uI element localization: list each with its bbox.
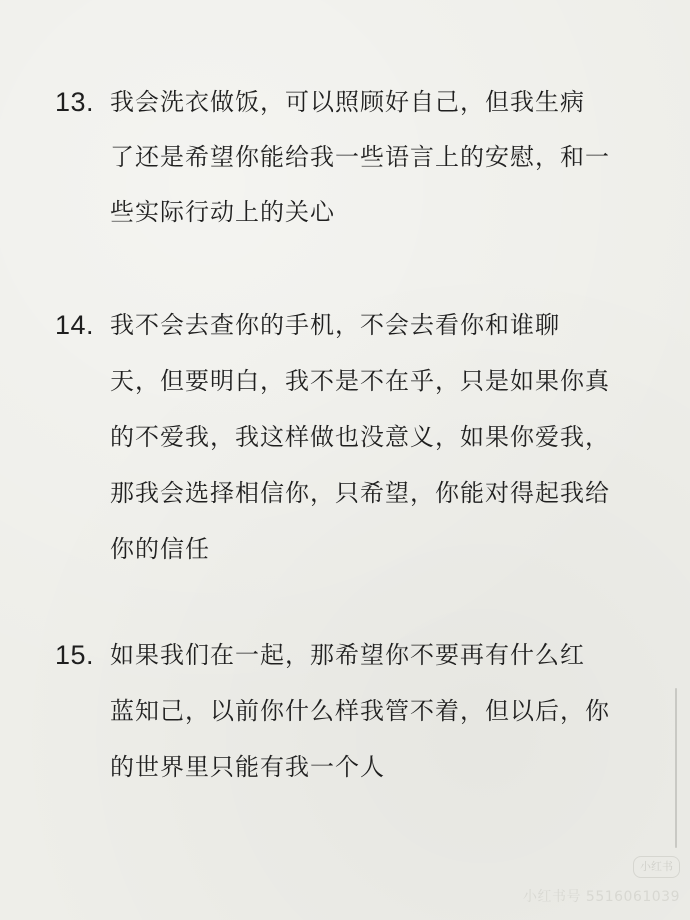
- watermark-logo: 小红书: [633, 856, 680, 878]
- item-text-line: 如果我们在一起，那希望你不要再有什么红: [110, 641, 585, 669]
- scrollbar[interactable]: [675, 688, 677, 848]
- item-number: 13.: [55, 87, 95, 117]
- item-number: 15.: [55, 640, 95, 670]
- watermark: [523, 855, 680, 906]
- item-text-line: 你的信任: [110, 535, 210, 563]
- item-text-line: 我不会去查你的手机，不会去看你和谁聊: [110, 311, 560, 339]
- item-text-line: 天，但要明白，我不是不在乎，只是如果你真: [110, 367, 610, 395]
- item-text-line: 了还是希望你能给我一些语言上的安慰，和一: [110, 143, 610, 171]
- item-text-line: 的不爱我，我这样做也没意义，如果你爱我，: [110, 423, 610, 451]
- item-text-line: 蓝知己，以前你什么样我管不着，但以后，你: [110, 697, 610, 725]
- item-text-line: 的世界里只能有我一个人: [110, 753, 385, 781]
- item-text-line: 那我会选择相信你，只希望，你能对得起我给: [110, 479, 610, 507]
- item-text-line: 些实际行动上的关心: [110, 198, 335, 226]
- item-number: 14.: [55, 310, 95, 340]
- item-text-line: 我会洗衣做饭，可以照顾好自己，但我生病: [110, 88, 585, 116]
- watermark-text: 小红书号 5516061039: [522, 889, 680, 905]
